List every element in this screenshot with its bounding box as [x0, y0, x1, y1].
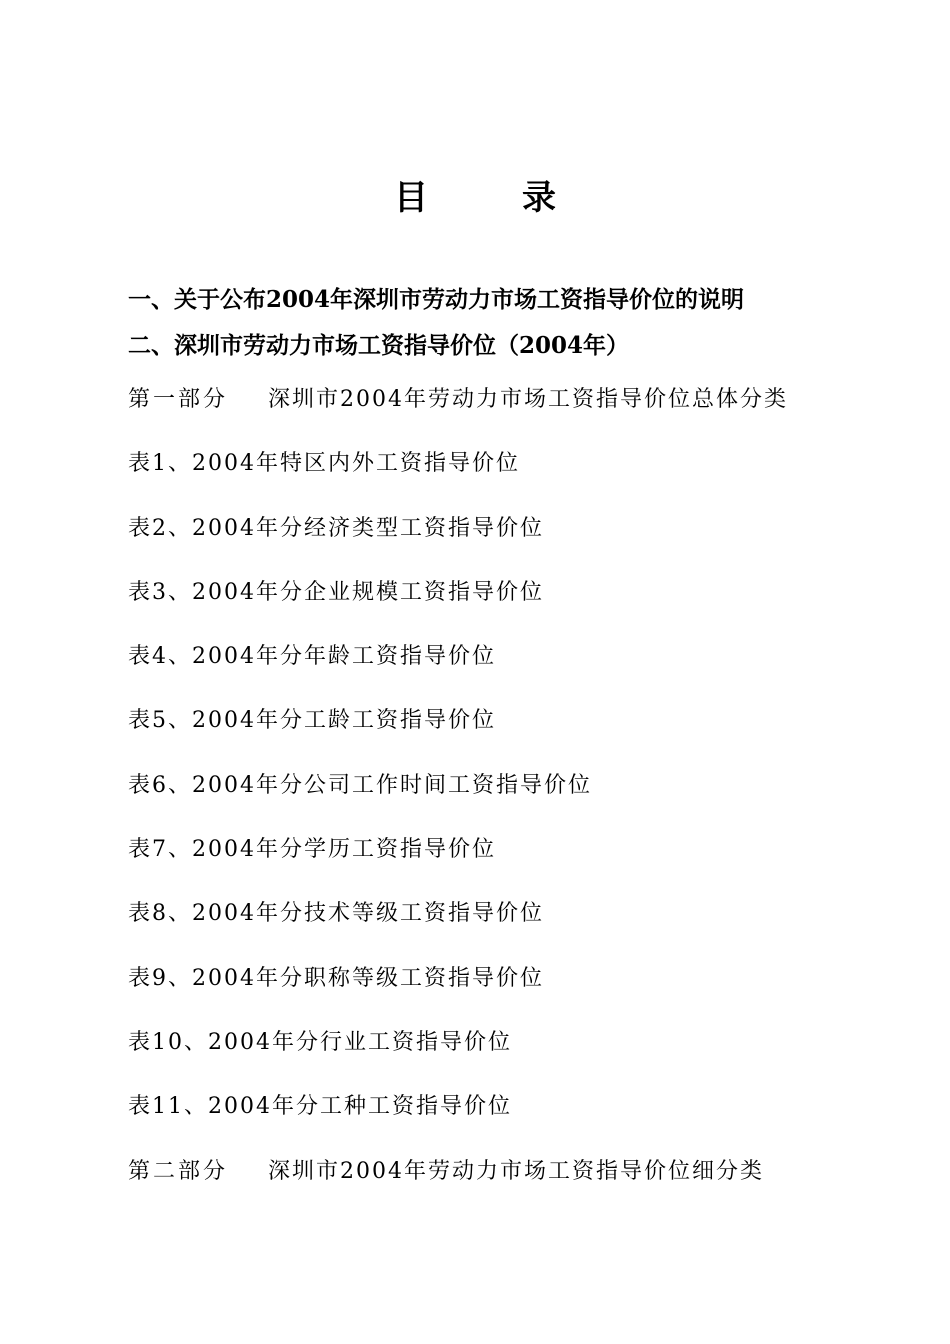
toc-table-10[interactable]: 表10、2004年分行业工资指导价位: [128, 1029, 512, 1055]
table-of-contents: [128, 280, 828, 1216]
toc-table-8[interactable]: 表8、2004年分技术等级工资指导价位: [128, 901, 544, 927]
toc-table-5[interactable]: 表5、2004年分工龄工资指导价位: [128, 708, 496, 734]
toc-table-1[interactable]: 表1、2004年特区内外工资指导价位: [128, 451, 520, 477]
toc-heading-2[interactable]: 二、深圳市劳动力市场工资指导价位（2004年）: [128, 332, 630, 359]
toc-table-9[interactable]: 表9、2004年分职称等级工资指导价位: [128, 965, 544, 991]
toc-part-1[interactable]: [128, 380, 828, 420]
part-2-text: 深圳市2004年劳动力市场工资指导价位细分类: [268, 1158, 764, 1184]
toc-table-3[interactable]: 表3、2004年分企业规模工资指导价位: [128, 579, 544, 605]
part-1-label: 第一部分: [128, 387, 229, 412]
toc-table-6[interactable]: 表6、2004年分公司工作时间工资指导价位: [128, 772, 592, 798]
page-title: 目 录: [394, 178, 586, 218]
toc-table-11[interactable]: 表11、2004年分工种工资指导价位: [128, 1094, 512, 1120]
part-1-text: 深圳市2004年劳动力市场工资指导价位总体分类: [268, 387, 788, 412]
toc-table-2[interactable]: 表2、2004年分经济类型工资指导价位: [128, 515, 544, 541]
toc-table-7[interactable]: 表7、2004年分学历工资指导价位: [128, 837, 496, 863]
toc-table-4[interactable]: 表4、2004年分年龄工资指导价位: [128, 644, 496, 670]
part-2-label: 第二部分: [128, 1158, 229, 1184]
toc-part-2[interactable]: [128, 1152, 828, 1192]
toc-heading-1[interactable]: 一、关于公布2004年深圳市劳动力市场工资指导价位的说明: [128, 286, 745, 313]
